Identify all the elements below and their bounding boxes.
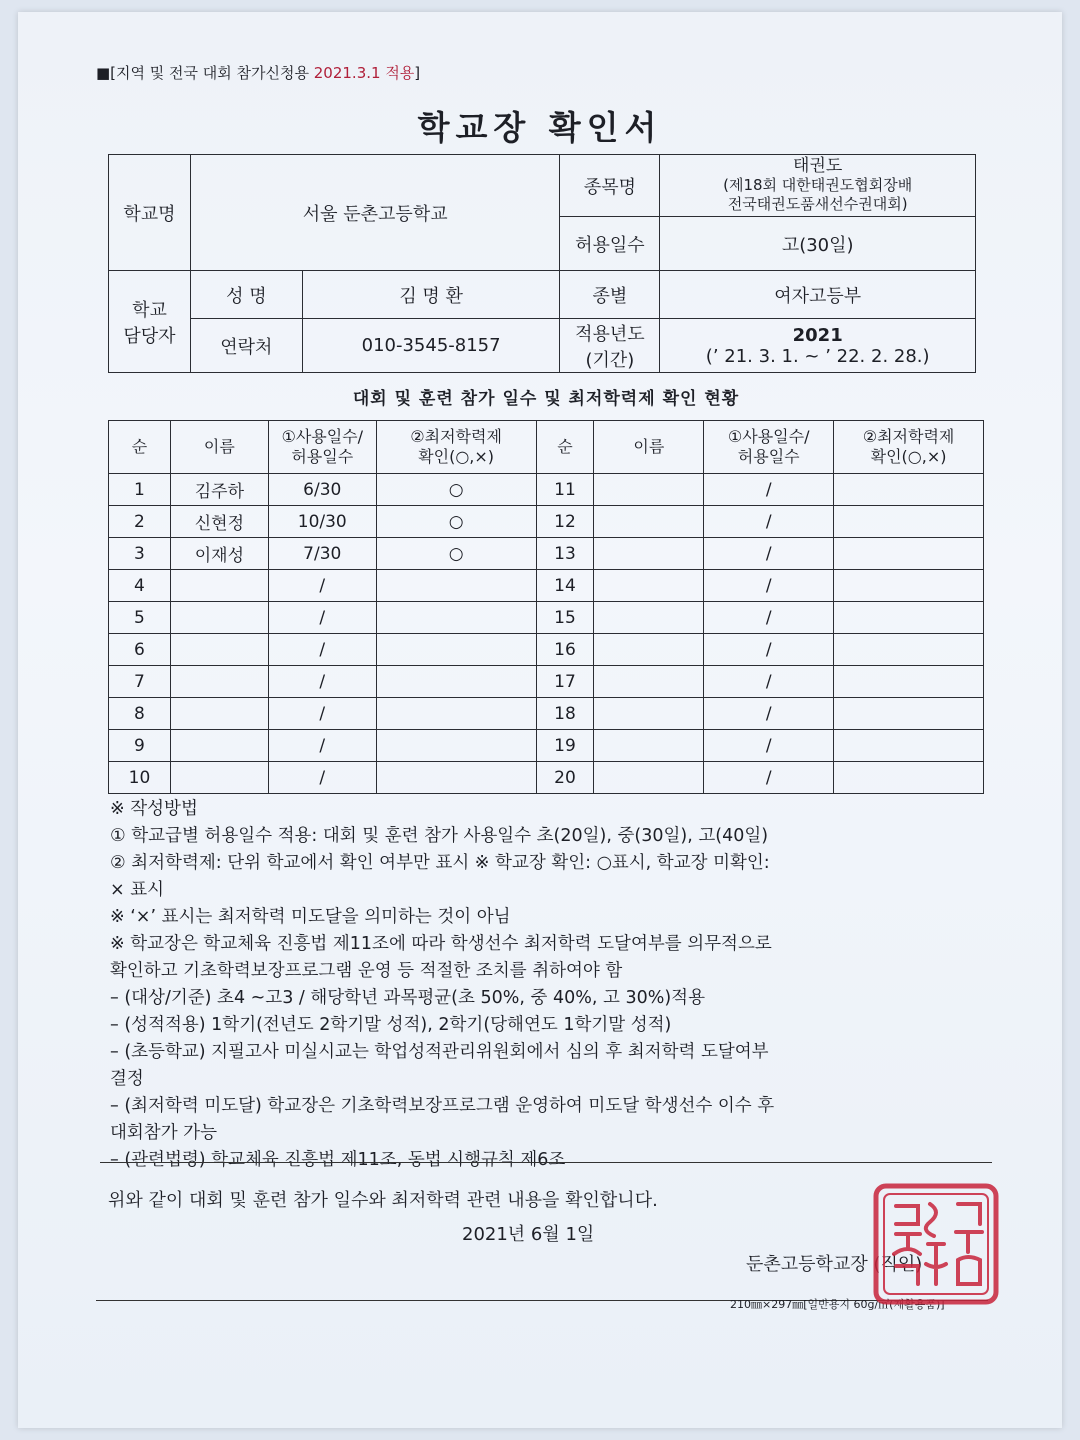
- days-used: /: [268, 698, 376, 730]
- header-days-line-1: ①사용일수/: [281, 427, 364, 446]
- note-line: ② 최저학력제: 단위 학교에서 확인 여부만 표시 ※ 학교장 확인: ○표시, 학교장 미확인:: [110, 853, 770, 873]
- confirm-text: 위와 같이 대회 및 훈련 참가 일수와 최저학력 관련 내용을 확인합니다.: [108, 1190, 658, 1211]
- min-score-check: [376, 698, 536, 730]
- table-row: [109, 506, 984, 538]
- event-label: 종목명: [560, 155, 660, 217]
- student-name: [170, 634, 268, 666]
- year-number: 2021: [792, 324, 843, 346]
- min-score-check: [376, 570, 536, 602]
- row-number: 9: [109, 730, 171, 762]
- year-label-line-1: 적용년도: [575, 323, 645, 345]
- participation-table: [108, 420, 984, 794]
- signature-text: 둔촌고등학교장 (직인): [746, 1254, 923, 1275]
- row-number-right: 14: [536, 570, 594, 602]
- event-line-1: 태권도: [793, 156, 843, 176]
- min-score-check: [376, 602, 536, 634]
- days-used: 6/30: [268, 474, 376, 506]
- note-line: 결정: [110, 1069, 144, 1089]
- days-used: /: [268, 762, 376, 794]
- school-value: 서울 둔촌고등학교: [190, 155, 560, 271]
- info-table: [108, 154, 976, 373]
- min-score-check: [376, 730, 536, 762]
- row-number: 6: [109, 634, 171, 666]
- notes-section: [110, 796, 984, 1174]
- year-label: [560, 319, 660, 373]
- row-number: 2: [109, 506, 171, 538]
- allowed-days-label: 허용일수: [560, 217, 660, 271]
- header-days-line-2: 허용일수: [291, 447, 354, 466]
- note-line: ① 학교급별 허용일수 적용: 대회 및 훈련 참가 사용일수 초(20일), 중(30일), 고(40일): [110, 826, 769, 846]
- min-score-check-right: [834, 538, 984, 570]
- header-note-suffix: ]: [414, 64, 421, 82]
- header-no-right: 순: [536, 421, 594, 474]
- row-number-right: 19: [536, 730, 594, 762]
- days-used: /: [268, 730, 376, 762]
- table-row: [109, 538, 984, 570]
- days-used-right: /: [704, 666, 834, 698]
- header-min-line-2: 확인(○,×): [418, 447, 495, 466]
- table-row: [109, 634, 984, 666]
- table-row: [109, 474, 984, 506]
- days-used-right: /: [704, 538, 834, 570]
- row-number-right: 17: [536, 666, 594, 698]
- min-score-check-right: [834, 506, 984, 538]
- note-line: ※ 작성방법: [110, 799, 198, 819]
- student-name: 김주하: [170, 474, 268, 506]
- header-min-right-line-1: ②최저학력제: [862, 427, 955, 446]
- min-score-check-right: [834, 730, 984, 762]
- student-name: [170, 666, 268, 698]
- row-number: 3: [109, 538, 171, 570]
- note-line: – (최저학력 미도달) 학교장은 기초학력보장프로그램 운영하여 미도달 학생선수 이수 후: [110, 1096, 775, 1116]
- row-number: 1: [109, 474, 171, 506]
- section-title: 대회 및 훈련 참가 일수 및 최저학력제 확인 현황: [352, 389, 740, 409]
- header-days-right-line-2: 허용일수: [737, 447, 800, 466]
- student-name-right: [594, 474, 704, 506]
- min-score-check: ○: [376, 474, 536, 506]
- student-name-right: [594, 506, 704, 538]
- student-name-right: [594, 538, 704, 570]
- official-seal-stamp: [872, 1182, 1000, 1306]
- event-line-3: 전국태권도품새선수권대회): [727, 195, 908, 213]
- student-name: [170, 762, 268, 794]
- days-used-right: /: [704, 634, 834, 666]
- event-line-2: (제18회 대한태권도협회장배: [723, 176, 913, 194]
- student-name: 이재성: [170, 538, 268, 570]
- min-score-check-right: [834, 602, 984, 634]
- student-name-right: [594, 698, 704, 730]
- min-score-check: ○: [376, 506, 536, 538]
- min-score-check: [376, 634, 536, 666]
- row-number: 10: [109, 762, 171, 794]
- note-line: 확인하고 기초학력보장프로그램 운영 등 적절한 조치를 취하여야 함: [110, 961, 623, 981]
- days-used-right: /: [704, 602, 834, 634]
- note-line: – (관련법령) 학교체육 진흥법 제11조, 동법 시행규칙 제6조: [110, 1150, 566, 1170]
- table-row: [109, 730, 984, 762]
- manager-label-line-1: 학교: [132, 299, 167, 321]
- category-label: 종별: [560, 271, 660, 319]
- student-name: [170, 602, 268, 634]
- days-used: 10/30: [268, 506, 376, 538]
- header-name-right: 이름: [594, 421, 704, 474]
- manager-label-line-2: 담당자: [123, 325, 176, 347]
- header-no: 순: [109, 421, 171, 474]
- days-used-right: /: [704, 474, 834, 506]
- table-row: [109, 666, 984, 698]
- student-name: 신현정: [170, 506, 268, 538]
- min-score-check: ○: [376, 538, 536, 570]
- student-name-right: [594, 666, 704, 698]
- year-value: [660, 319, 976, 373]
- days-used-right: /: [704, 506, 834, 538]
- header-note-prefix: ■[지역 및 전국 대회 참가신청용: [96, 64, 314, 82]
- row-number-right: 16: [536, 634, 594, 666]
- days-used: /: [268, 666, 376, 698]
- days-used-right: /: [704, 730, 834, 762]
- student-name-right: [594, 602, 704, 634]
- paper-spec: 210㎜×297㎜[일반용지 60g/㎡(재활용품)]: [730, 1298, 945, 1311]
- divider-top: [100, 1162, 992, 1163]
- student-name: [170, 570, 268, 602]
- days-used: /: [268, 570, 376, 602]
- min-score-check-right: [834, 698, 984, 730]
- category-value: 여자고등부: [660, 271, 976, 319]
- student-name-right: [594, 762, 704, 794]
- note-line: – (초등학교) 지필고사 미실시교는 학업성적관리위원회에서 심의 후 최저학력 도달여부: [110, 1042, 769, 1062]
- row-number-right: 18: [536, 698, 594, 730]
- row-number: 8: [109, 698, 171, 730]
- header-days-right: [704, 421, 834, 474]
- note-line: ※ 학교장은 학교체육 진흥법 제11조에 따라 학생선수 최저학력 도달여부를 의무적으로: [110, 934, 772, 954]
- header-min-line-1: ②최저학력제: [410, 427, 502, 446]
- min-score-check-right: [834, 570, 984, 602]
- header-note: [96, 62, 420, 83]
- contact-value: 010-3545-8157: [302, 319, 560, 373]
- table-header-row: [109, 421, 984, 474]
- days-used-right: /: [704, 698, 834, 730]
- header-min-right: [834, 421, 984, 474]
- allowed-days-value: 고(30일): [660, 217, 976, 271]
- student-name-right: [594, 730, 704, 762]
- min-score-check-right: [834, 634, 984, 666]
- min-score-check-right: [834, 474, 984, 506]
- student-name: [170, 698, 268, 730]
- table-row: [109, 698, 984, 730]
- table-row: [109, 762, 984, 794]
- days-used: 7/30: [268, 538, 376, 570]
- header-name: 이름: [170, 421, 268, 474]
- header-note-date: 2021.3.1 적용: [313, 64, 415, 82]
- row-number-right: 12: [536, 506, 594, 538]
- header-min-right-line-2: 확인(○,×): [870, 447, 947, 466]
- row-number-right: 11: [536, 474, 594, 506]
- row-number: 7: [109, 666, 171, 698]
- page-title: 학교장 확인서: [417, 108, 663, 147]
- manager-label: [109, 271, 191, 373]
- days-used: /: [268, 602, 376, 634]
- table-row: [109, 602, 984, 634]
- school-label: 학교명: [109, 155, 191, 271]
- min-score-check-right: [834, 762, 984, 794]
- period-value: (’ 21. 3. 1. ~ ’ 22. 2. 28.): [705, 345, 930, 367]
- name-label: 성 명: [190, 271, 302, 319]
- days-used-right: /: [704, 570, 834, 602]
- days-used: /: [268, 634, 376, 666]
- year-label-line-2: (기간): [585, 349, 635, 371]
- row-number-right: 13: [536, 538, 594, 570]
- min-score-check: [376, 762, 536, 794]
- days-used-right: /: [704, 762, 834, 794]
- note-line: – (성적적용) 1학기(전년도 2학기말 성적), 2학기(당해연도 1학기말 성적): [110, 1015, 672, 1035]
- note-line: × 표시: [110, 880, 165, 900]
- note-line: 대회참가 가능: [110, 1123, 217, 1143]
- note-line: ※ ‘×’ 표시는 최저학력 미도달을 의미하는 것이 아님: [110, 907, 511, 927]
- header-min: [376, 421, 536, 474]
- row-number-right: 15: [536, 602, 594, 634]
- row-number: 4: [109, 570, 171, 602]
- row-number: 5: [109, 602, 171, 634]
- name-value: 김 명 환: [302, 271, 560, 319]
- header-days-right-line-1: ①사용일수/: [727, 427, 810, 446]
- note-line: – (대상/기준) 초4 ~고3 / 해당학년 과목평균(초 50%, 중 40%, 고 30%)적용: [110, 988, 705, 1008]
- min-score-check: [376, 666, 536, 698]
- table-row: [109, 570, 984, 602]
- event-value: [660, 155, 976, 217]
- contact-label: 연락처: [190, 319, 302, 373]
- row-number-right: 20: [536, 762, 594, 794]
- student-name-right: [594, 570, 704, 602]
- min-score-check-right: [834, 666, 984, 698]
- header-days: [268, 421, 376, 474]
- participation-table-body: [109, 421, 984, 794]
- student-name-right: [594, 634, 704, 666]
- student-name: [170, 730, 268, 762]
- date-text: 2021년 6월 1일: [462, 1224, 595, 1245]
